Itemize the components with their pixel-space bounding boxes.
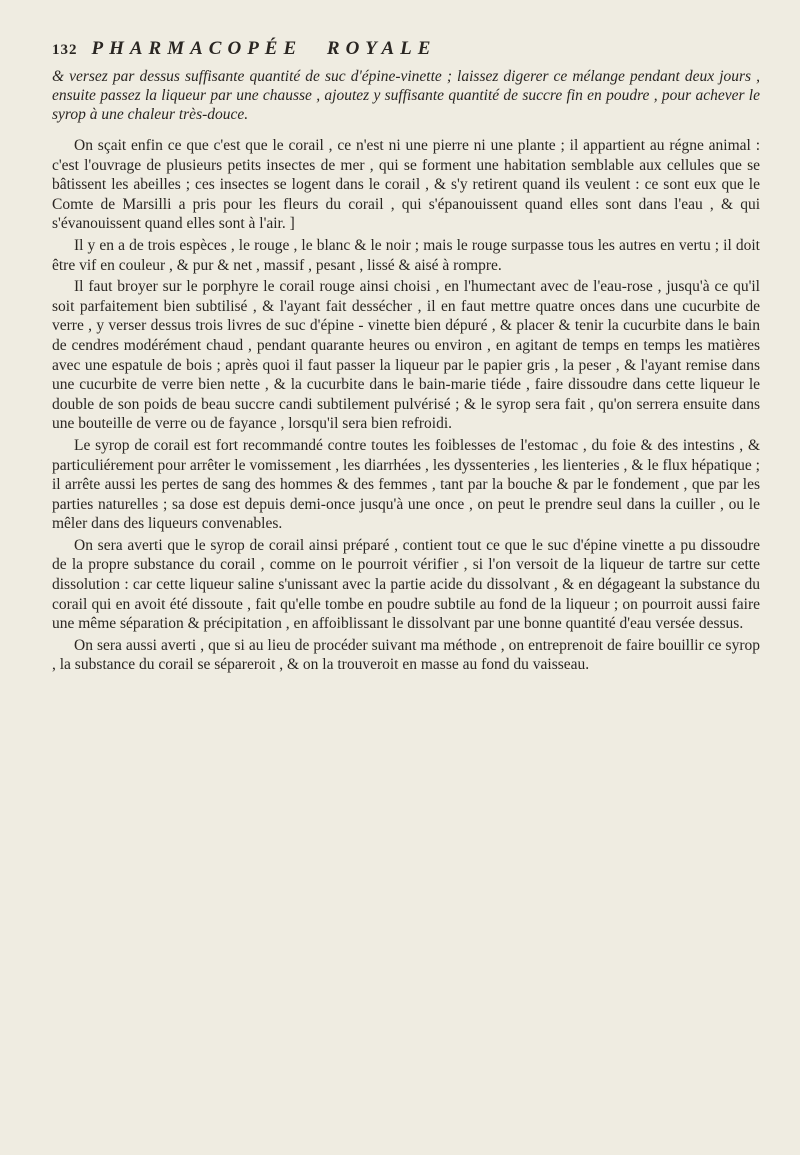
paragraph-dissolution-note: On sera averti que le syrop de corail ainsi préparé , contient tout ce que le suc d'épine vinette a pu dissoudre de la propre substance du corail , comme on le pourroit vérifier , si l'on versoit de la liqueur de tartre sur cette dissolution : car cette liqueur saline s'unissant avec la partie acide du dissolvant , & en dégageant la substance du corail qui en avoit été dissoute , fait qu'elle tombe en poudre subtile au fond de la liqueur ; on pourroit aussi faire une même séparation & précipitation , en affoiblissant le dissolvant par une bonne quantité d'eau versée dessus. xyxy=(52,536,760,633)
page-number: 132 xyxy=(52,42,78,58)
running-title: PHARMACOPÉE ROYALE xyxy=(91,38,437,59)
paragraph-coral-nature: On sçait enfin ce que c'est que le corail , ce n'est ni une pierre ni une plante ; il appartient au régne animal : c'est l'ouvrage de plusieurs petits insectes de mer , qui se forment une habitation semblable aux cellules que se bâtissent les abeilles ; ces insectes se logent dans le corail , & s'y retirent quand ils veulent : ce sont eux que le Comte de Marsilli a pris pour les fleurs du corail , qui s'épanouissent quand elles sont dans l'eau , & qui s'évanouissent quand elles sont à l'air. ] xyxy=(52,137,760,233)
paragraph-uses-dose: Le syrop de corail est fort recommandé contre toutes les foiblesses de l'estomac , du foie & des intestins , & particuliérement pour arrêter le vomissement , les diarrhées , les dyssenteries , les lienteries , & le flux hépatique ; il arrête aussi les pertes de sang des hommes & des femmes , tant par la bouche & par le fondement , que par les parties naturelles ; sa dose est depuis demi-once jusqu'à une once , on peut le prendre seul dans la cuiller , ou le mêler dans des liqueurs convenables. xyxy=(52,436,760,533)
paragraph-coral-species: Il y en a de trois espèces , le rouge , le blanc & le noir ; mais le rouge surpasse tous les autres en vertu ; il doit être vif en couleur , & pur & net , massif , pesant , lissé & aisé à rompre. xyxy=(52,236,760,274)
paragraph-boiling-note: On sera aussi averti , que si au lieu de procéder suivant ma méthode , on entreprenoit de faire bouillir ce syrop , la substance du corail se sépareroit , & on la trouveroit en masse au fond du vaisseau. xyxy=(52,636,760,674)
intro-italic-text: & versez par dessus suffisante quantité de suc d'épine-vinette ; laissez digerer ce mélange pendant deux jours , ensuite passez la liqueur par une chausse , ajoutez y suffisante quantité de succre fin en poudre , pour achever le syrop à une chaleur très-douce. xyxy=(52,68,760,123)
paragraph-preparation: Il faut broyer sur le porphyre le corail rouge ainsi choisi , en l'humectant avec de l'eau-rose , jusqu'à ce qu'il soit parfaitement bien subtilisé , & l'ayant fait dessécher , il en faut mettre quatre onces dans une cucurbite de verre , y verser dessus trois livres de suc d'épine - vinette bien dépuré , & placer & tenir la cucurbite dans le bain de cendres modérément chaud , pendant quarante heures ou environ , en agitant de temps en temps les matières avec une espatule de bois ; après quoi il faut passer la liqueur par le papier gris , la peser , & l'ayant remise dans une cucurbite de verre bien nette , & la cucurbite dans le bain-marie tiéde , faire dissoudre dans cette liqueur le double de son poids de beau succre candi subtilement pulvérisé ; & le syrop sera fait , qu'on serrera ensuite dans une bouteille de verre ou de fayance , lorsqu'il sera bien refroidi. xyxy=(52,278,760,433)
running-head xyxy=(52,38,760,61)
